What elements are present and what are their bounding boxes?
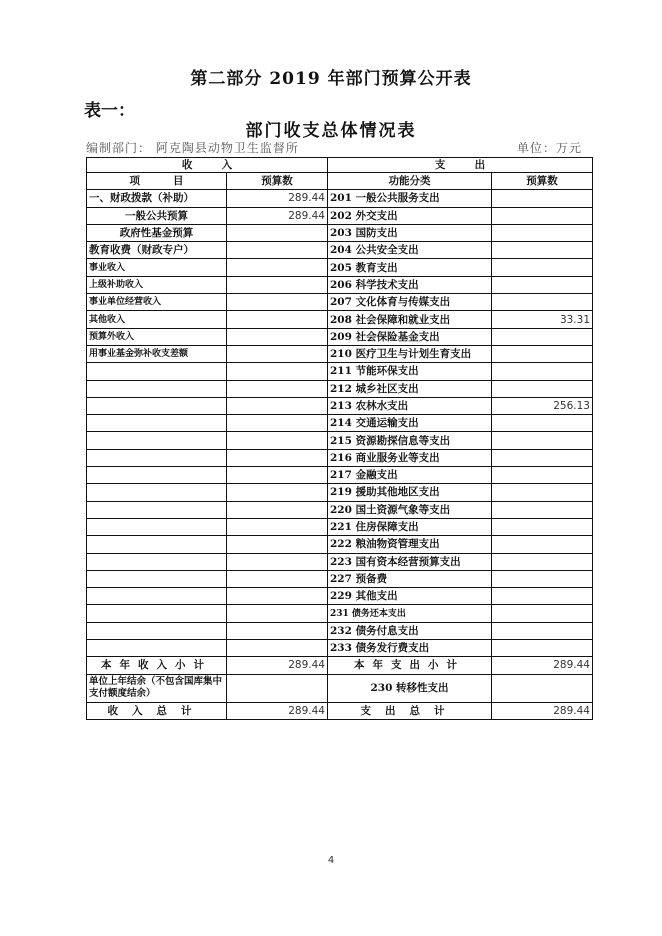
income-value: 289.44 [227, 207, 328, 224]
expense-subtotal-label: 本年支出小计 [328, 657, 492, 674]
table-row [87, 553, 593, 570]
expense-value [492, 328, 593, 345]
subtotal-row [87, 657, 593, 674]
expense-item: 223 国有资本经营预算支出 [328, 553, 492, 570]
expense-value [492, 345, 593, 362]
expense-item: 204 公共安全支出 [328, 242, 492, 259]
table-row [87, 484, 593, 501]
income-item: 上级补助收入 [87, 276, 227, 293]
expense-item: 213 农林水支出 [328, 397, 492, 414]
income-item: 预算外收入 [87, 328, 227, 345]
expense-item: 201 一般公共服务支出 [328, 190, 492, 207]
document-title: 第二部分 2019 年部门预算公开表 [190, 69, 472, 89]
expense-item: 212 城乡社区支出 [328, 380, 492, 397]
expense-item: 229 其他支出 [328, 588, 492, 605]
expense-item: 207 文化体育与传媒支出 [328, 294, 492, 311]
expense-item: 219 援助其他地区支出 [328, 484, 492, 501]
table-row [87, 363, 593, 380]
income-value [227, 397, 328, 414]
department-label: 编制部门： [86, 141, 152, 155]
table-row [87, 588, 593, 605]
income-header: 收 入 [87, 158, 328, 173]
income-item: 用事业基金弥补收支差额 [87, 345, 227, 362]
column-header-expense-budget: 预算数 [492, 173, 593, 190]
table-row [87, 605, 593, 622]
income-item: 事业单位经营收入 [87, 294, 227, 311]
income-value [227, 449, 328, 466]
income-total-label: 收入总计 [87, 702, 227, 719]
income-value [227, 328, 328, 345]
expense-value [492, 259, 593, 276]
income-total-value: 289.44 [227, 702, 328, 719]
expense-value [492, 518, 593, 535]
expense-value [492, 553, 593, 570]
table-row [87, 242, 593, 259]
table-header-row-1 [87, 158, 593, 173]
expense-value: 33.31 [492, 311, 593, 328]
income-item: 其他收入 [87, 311, 227, 328]
income-item: 一般公共预算 [87, 207, 227, 224]
expense-item: 216 商业服务业等支出 [328, 449, 492, 466]
table-row [87, 432, 593, 449]
table-row [87, 501, 593, 518]
income-item [87, 570, 227, 587]
table-row [87, 294, 593, 311]
income-item [87, 484, 227, 501]
expense-value [492, 570, 593, 587]
income-value [227, 276, 328, 293]
table-row [87, 328, 593, 345]
expense-item: 232 债务付息支出 [328, 622, 492, 639]
income-item [87, 501, 227, 518]
income-value [227, 345, 328, 362]
column-header-income-budget: 预算数 [227, 173, 328, 190]
income-item [87, 397, 227, 414]
income-item: 政府性基金预算 [87, 224, 227, 241]
transfer-label: 230 转移性支出 [328, 674, 492, 702]
income-value [227, 467, 328, 484]
page-number: 4 [327, 855, 335, 866]
table-row [87, 311, 593, 328]
income-value [227, 570, 328, 587]
expense-item: 227 预备费 [328, 570, 492, 587]
income-item [87, 467, 227, 484]
expense-value [492, 190, 593, 207]
expense-item: 208 社会保障和就业支出 [328, 311, 492, 328]
unit-label: 单位：万元 [516, 141, 582, 155]
income-value [227, 224, 328, 241]
expense-value [492, 501, 593, 518]
expense-item: 217 金融支出 [328, 467, 492, 484]
income-value [227, 363, 328, 380]
table-row [87, 345, 593, 362]
expense-item: 209 社会保险基金支出 [328, 328, 492, 345]
income-value [227, 622, 328, 639]
carryover-label: 单位上年结余（不包含国库集中支付额度结余） [87, 674, 227, 702]
income-value [227, 484, 328, 501]
expense-item: 231 债务还本支出 [328, 605, 492, 622]
table-row [87, 397, 593, 414]
table-row [87, 190, 593, 207]
expense-item: 206 科学技术支出 [328, 276, 492, 293]
income-value [227, 640, 328, 657]
table-body [87, 190, 593, 657]
expense-value [492, 467, 593, 484]
expense-value [492, 432, 593, 449]
income-item [87, 518, 227, 535]
expense-item: 222 粮油物资管理支出 [328, 536, 492, 553]
expense-value [492, 622, 593, 639]
table-row [87, 536, 593, 553]
table-row [87, 518, 593, 535]
expense-value [492, 242, 593, 259]
income-value [227, 553, 328, 570]
income-item [87, 432, 227, 449]
table-row [87, 622, 593, 639]
income-item [87, 449, 227, 466]
table-row [87, 259, 593, 276]
expense-value [492, 449, 593, 466]
expense-value [492, 536, 593, 553]
expense-value [492, 224, 593, 241]
expense-value: 256.13 [492, 397, 593, 414]
expense-total-value: 289.44 [492, 702, 593, 719]
expense-value [492, 207, 593, 224]
table-row [87, 207, 593, 224]
table-header-row-2 [87, 173, 593, 190]
expense-item: 220 国土资源气象等支出 [328, 501, 492, 518]
expense-item: 214 交通运输支出 [328, 415, 492, 432]
income-subtotal-label: 本年收入小计 [87, 657, 227, 674]
table-row [87, 449, 593, 466]
income-item [87, 640, 227, 657]
column-header-function: 功能分类 [328, 173, 492, 190]
income-item [87, 622, 227, 639]
expense-item: 215 资源勘探信息等支出 [328, 432, 492, 449]
income-value [227, 432, 328, 449]
total-row [87, 702, 593, 719]
table-row [87, 570, 593, 587]
income-value [227, 588, 328, 605]
income-subtotal-value: 289.44 [227, 657, 328, 674]
income-item [87, 536, 227, 553]
table-row [87, 640, 593, 657]
transfer-value [492, 674, 593, 702]
carryover-row [87, 674, 593, 702]
expense-subtotal-value: 289.44 [492, 657, 593, 674]
income-item [87, 363, 227, 380]
income-item: 教育收费（财政专户） [87, 242, 227, 259]
table-row [87, 276, 593, 293]
income-value [227, 380, 328, 397]
expense-value [492, 294, 593, 311]
expense-value [492, 605, 593, 622]
income-item [87, 605, 227, 622]
expense-value [492, 415, 593, 432]
expense-header: 支 出 [328, 158, 593, 173]
expense-item: 211 节能环保支出 [328, 363, 492, 380]
table-label: 表一： [84, 101, 135, 121]
income-value [227, 501, 328, 518]
income-item [87, 553, 227, 570]
expense-value [492, 588, 593, 605]
expense-value [492, 276, 593, 293]
table-meta [86, 139, 592, 155]
department-name: 阿克陶县动物卫生监督所 [155, 141, 299, 155]
expense-total-label: 支出总计 [328, 702, 492, 719]
income-item [87, 380, 227, 397]
income-value [227, 518, 328, 535]
department-info [86, 139, 299, 156]
income-value [227, 415, 328, 432]
income-item [87, 415, 227, 432]
income-item [87, 588, 227, 605]
income-value [227, 242, 328, 259]
carryover-value [227, 674, 328, 702]
income-value: 289.44 [227, 190, 328, 207]
income-item: 事业收入 [87, 259, 227, 276]
income-value [227, 311, 328, 328]
income-value [227, 536, 328, 553]
income-value [227, 259, 328, 276]
expense-item: 233 债务发行费支出 [328, 640, 492, 657]
income-value [227, 294, 328, 311]
table-row [87, 415, 593, 432]
expense-value [492, 484, 593, 501]
expense-item: 210 医疗卫生与计划生育支出 [328, 345, 492, 362]
income-item: 一、财政拨款（补助） [87, 190, 227, 207]
table-title: 部门收支总体情况表 [245, 121, 417, 141]
income-value [227, 605, 328, 622]
expense-item: 221 住房保障支出 [328, 518, 492, 535]
expense-item: 205 教育支出 [328, 259, 492, 276]
expense-value [492, 380, 593, 397]
table-row [87, 380, 593, 397]
budget-table [86, 157, 593, 720]
table-row [87, 467, 593, 484]
expense-value [492, 363, 593, 380]
expense-item: 202 外交支出 [328, 207, 492, 224]
expense-value [492, 640, 593, 657]
expense-item: 203 国防支出 [328, 224, 492, 241]
table-row [87, 224, 593, 241]
column-header-item: 项 目 [87, 173, 227, 190]
